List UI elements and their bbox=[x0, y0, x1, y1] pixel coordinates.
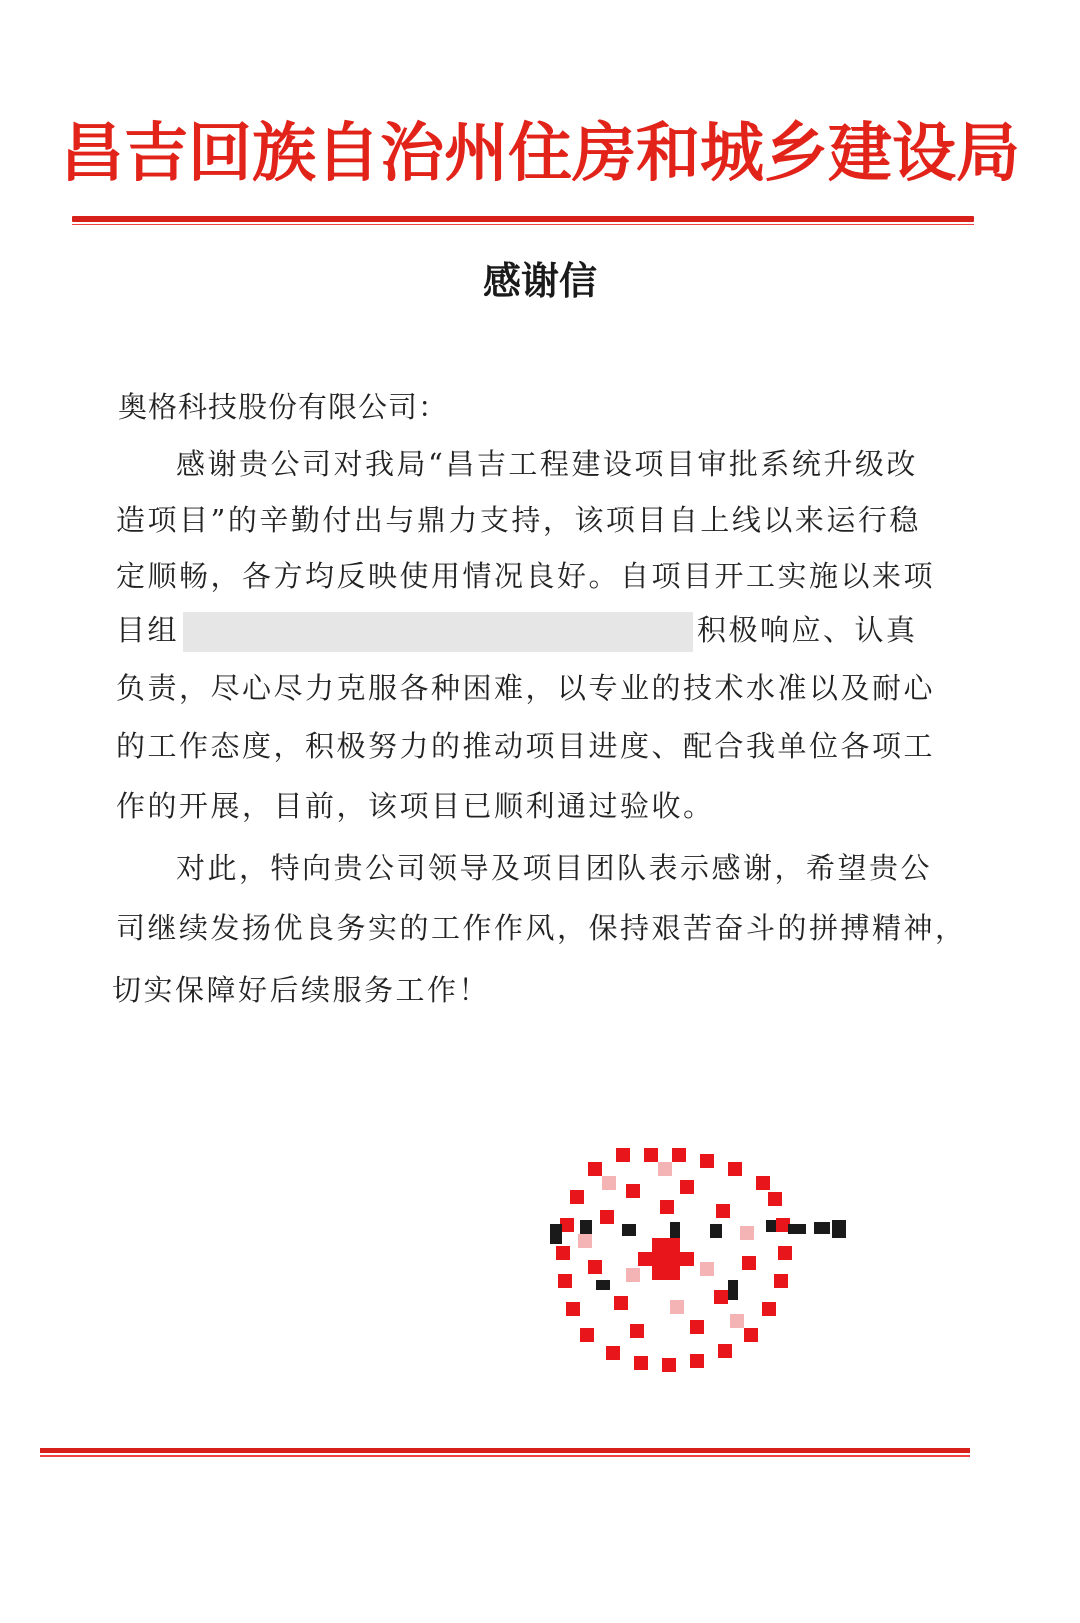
seal-mosaic-icon bbox=[530, 1140, 860, 1380]
letterhead-red-rule bbox=[72, 216, 974, 222]
body-line-redacted bbox=[116, 608, 918, 652]
body-text-fragment: 目组 bbox=[116, 613, 180, 647]
body-line: 感谢贵公司对我局“昌吉工程建设项目审批系统升级改 bbox=[176, 447, 918, 481]
body-line: 负责，尽心尽力克服各种困难，以专业的技术水准以及耐心 bbox=[116, 671, 936, 705]
body-line: 作的开展，目前，该项目已顺利通过验收。 bbox=[116, 789, 715, 823]
letterhead-org-name: 昌吉回族自治州住房和城乡建设局 bbox=[60, 117, 1020, 191]
body-line: 造项目”的辛勤付出与鼎力支持，该项目自上线以来运行稳 bbox=[116, 503, 921, 537]
official-seal-pixelated bbox=[530, 1140, 860, 1380]
body-line: 切实保障好后续服务工作！ bbox=[112, 973, 491, 1007]
redaction-block bbox=[183, 612, 693, 652]
footer-red-rule bbox=[40, 1448, 970, 1453]
salutation: 奥格科技股份有限公司： bbox=[118, 390, 449, 424]
body-line: 的工作态度，积极努力的推动项目进度、配合我单位各项工 bbox=[116, 729, 936, 763]
body-text-fragment: 积极响应、认真 bbox=[697, 613, 918, 647]
document-title: 感谢信 bbox=[482, 259, 597, 303]
body-line: 司继续发扬优良务实的工作作风，保持艰苦奋斗的拼搏精神， bbox=[116, 911, 967, 945]
body-line: 定顺畅，各方均反映使用情况良好。自项目开工实施以来项 bbox=[116, 559, 936, 593]
body-line: 对此，特向贵公司领导及项目团队表示感谢，希望贵公 bbox=[176, 851, 933, 885]
